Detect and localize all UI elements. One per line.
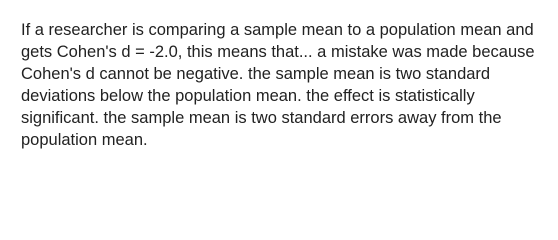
question-text: If a researcher is comparing a sample mean to a population mean and gets Cohen's d = -2.0, this means that... a mistake was made because Cohen's d cannot be negative. the sample mean is two standard deviations below the population mean. the effect is statistically significant. the sample mean is two standard errors away from the population mean. — [21, 21, 535, 149]
